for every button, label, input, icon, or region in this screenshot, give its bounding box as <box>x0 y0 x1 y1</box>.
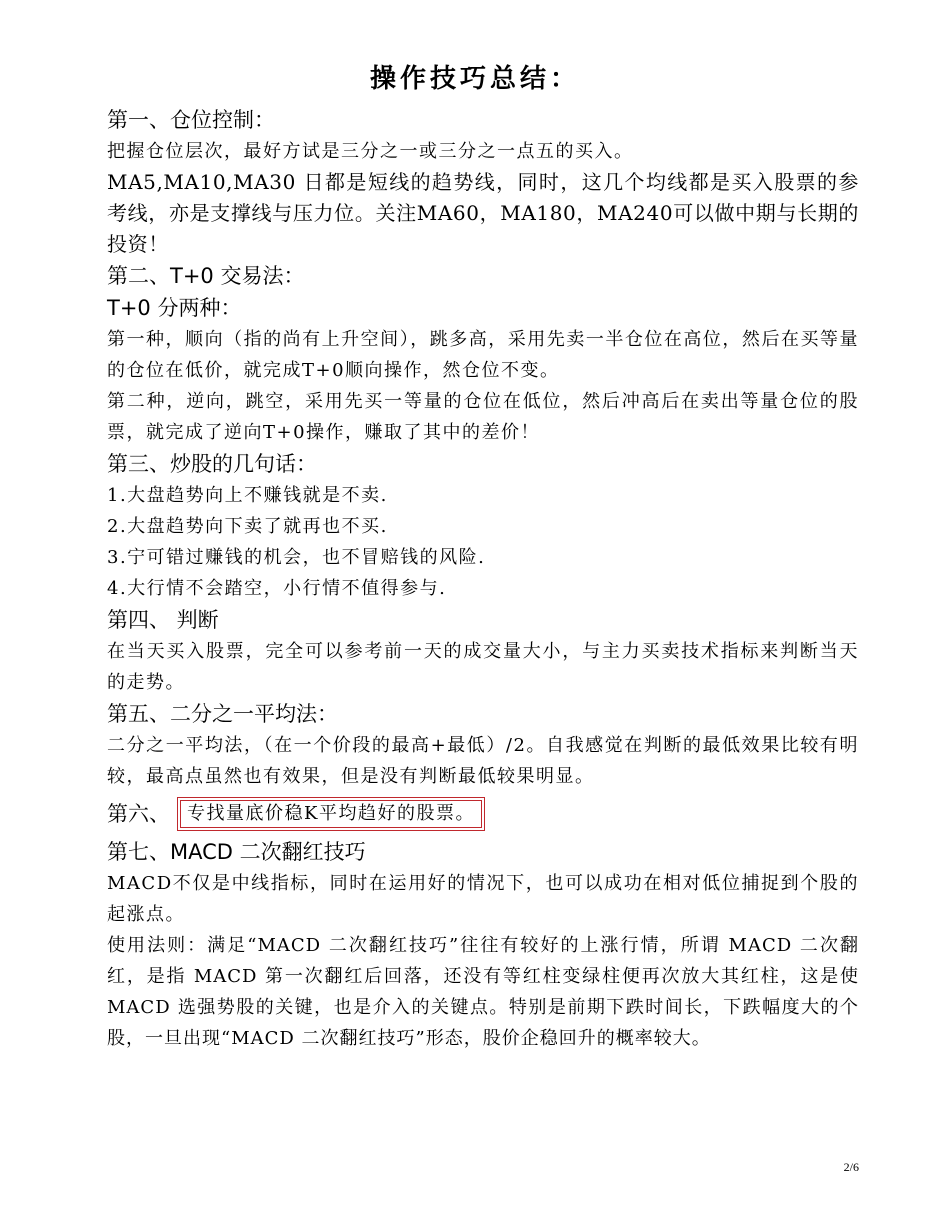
document-title: 操作技巧总结： <box>369 64 580 94</box>
section-7-heading: 第七、MACD 二次翻红技巧 <box>107 840 366 864</box>
section-1-heading: 第一、仓位控制： <box>107 108 275 132</box>
section-2-paragraph-1: 第一种，顺向（指的尚有上升空间），跳多高，采用先卖一半仓位在高位，然后在买等量的仓位在低价，就完成T+0顺向操作，然仓位不变。 <box>107 329 859 381</box>
section-5-paragraph-1: 二分之一平均法，（在一个价段的最高+最低）/2。自我感觉在判断的最低效果比较有明较，最高点虽然也有效果，但是没有判断最低较果明显。 <box>107 735 859 787</box>
section-1-paragraph-2: MA5,MA10,MA30 日都是短线的趋势线，同时，这几个均线都是买入股票的参考线，亦是支撑线与压力位。关注MA60，MA180，MA240可以做中期与长期的投资！ <box>107 170 859 256</box>
list-item: 3.宁可错过赚钱的机会，也不冒赔钱的风险. <box>107 547 486 568</box>
highlighted-text-box: 专找量底价稳K平均趋好的股票。 <box>180 800 482 828</box>
section-2-heading: 第二、T+0 交易法： <box>107 264 305 288</box>
section-4-paragraph-1: 在当天买入股票，完全可以参考前一天的成交量大小，与主力买卖技术指标来判断当天的走势。 <box>107 641 859 693</box>
section-2-subheading: T+0 分两种： <box>107 296 242 320</box>
section-3-list <box>107 480 859 604</box>
section-1-paragraph-1: 把握仓位层次，最好方试是三分之一或三分之一点五的买入。 <box>107 141 634 162</box>
list-item: 1.大盘趋势向上不赚钱就是不卖. <box>107 485 388 506</box>
section-6-row <box>107 796 859 832</box>
page-number: 2/6 <box>843 1160 859 1174</box>
section-6-heading: 第六、 <box>107 802 170 826</box>
list-item: 2.大盘趋势向下卖了就再也不买. <box>107 516 388 537</box>
section-2-paragraph-2: 第二种，逆向，跳空，采用先买一等量的仓位在低位，然后冲高后在卖出等量仓位的股票，就完成了逆向T+0操作，赚取了其中的差价！ <box>107 391 859 443</box>
list-item: 4.大行情不会踏空，小行情不值得参与. <box>107 578 447 599</box>
section-5-heading: 第五、二分之一平均法： <box>107 702 338 726</box>
section-3-heading: 第三、炒股的几句话： <box>107 452 317 476</box>
section-7-paragraph-1: MACD不仅是中线指标，同时在运用好的情况下，也可以成功在相对低位捕捉到个股的起涨点。 <box>107 873 859 925</box>
section-7-paragraph-2: 使用法则：满足“MACD 二次翻红技巧”往往有较好的上涨行情，所谓 MACD 二次翻红，是指 MACD 第一次翻红后回落，还没有等红柱变绿柱便再次放大其红柱，这是使 MACD 选强势股的关键，也是介入的关键点。特别是前期下跌时间长，下跌幅度大的个股，一旦出现“MACD 二次翻红技巧”形态，股价企稳回升的概率较大。 <box>107 935 859 1049</box>
document-content <box>107 104 859 1054</box>
section-4-heading: 第四、 判断 <box>107 608 219 632</box>
